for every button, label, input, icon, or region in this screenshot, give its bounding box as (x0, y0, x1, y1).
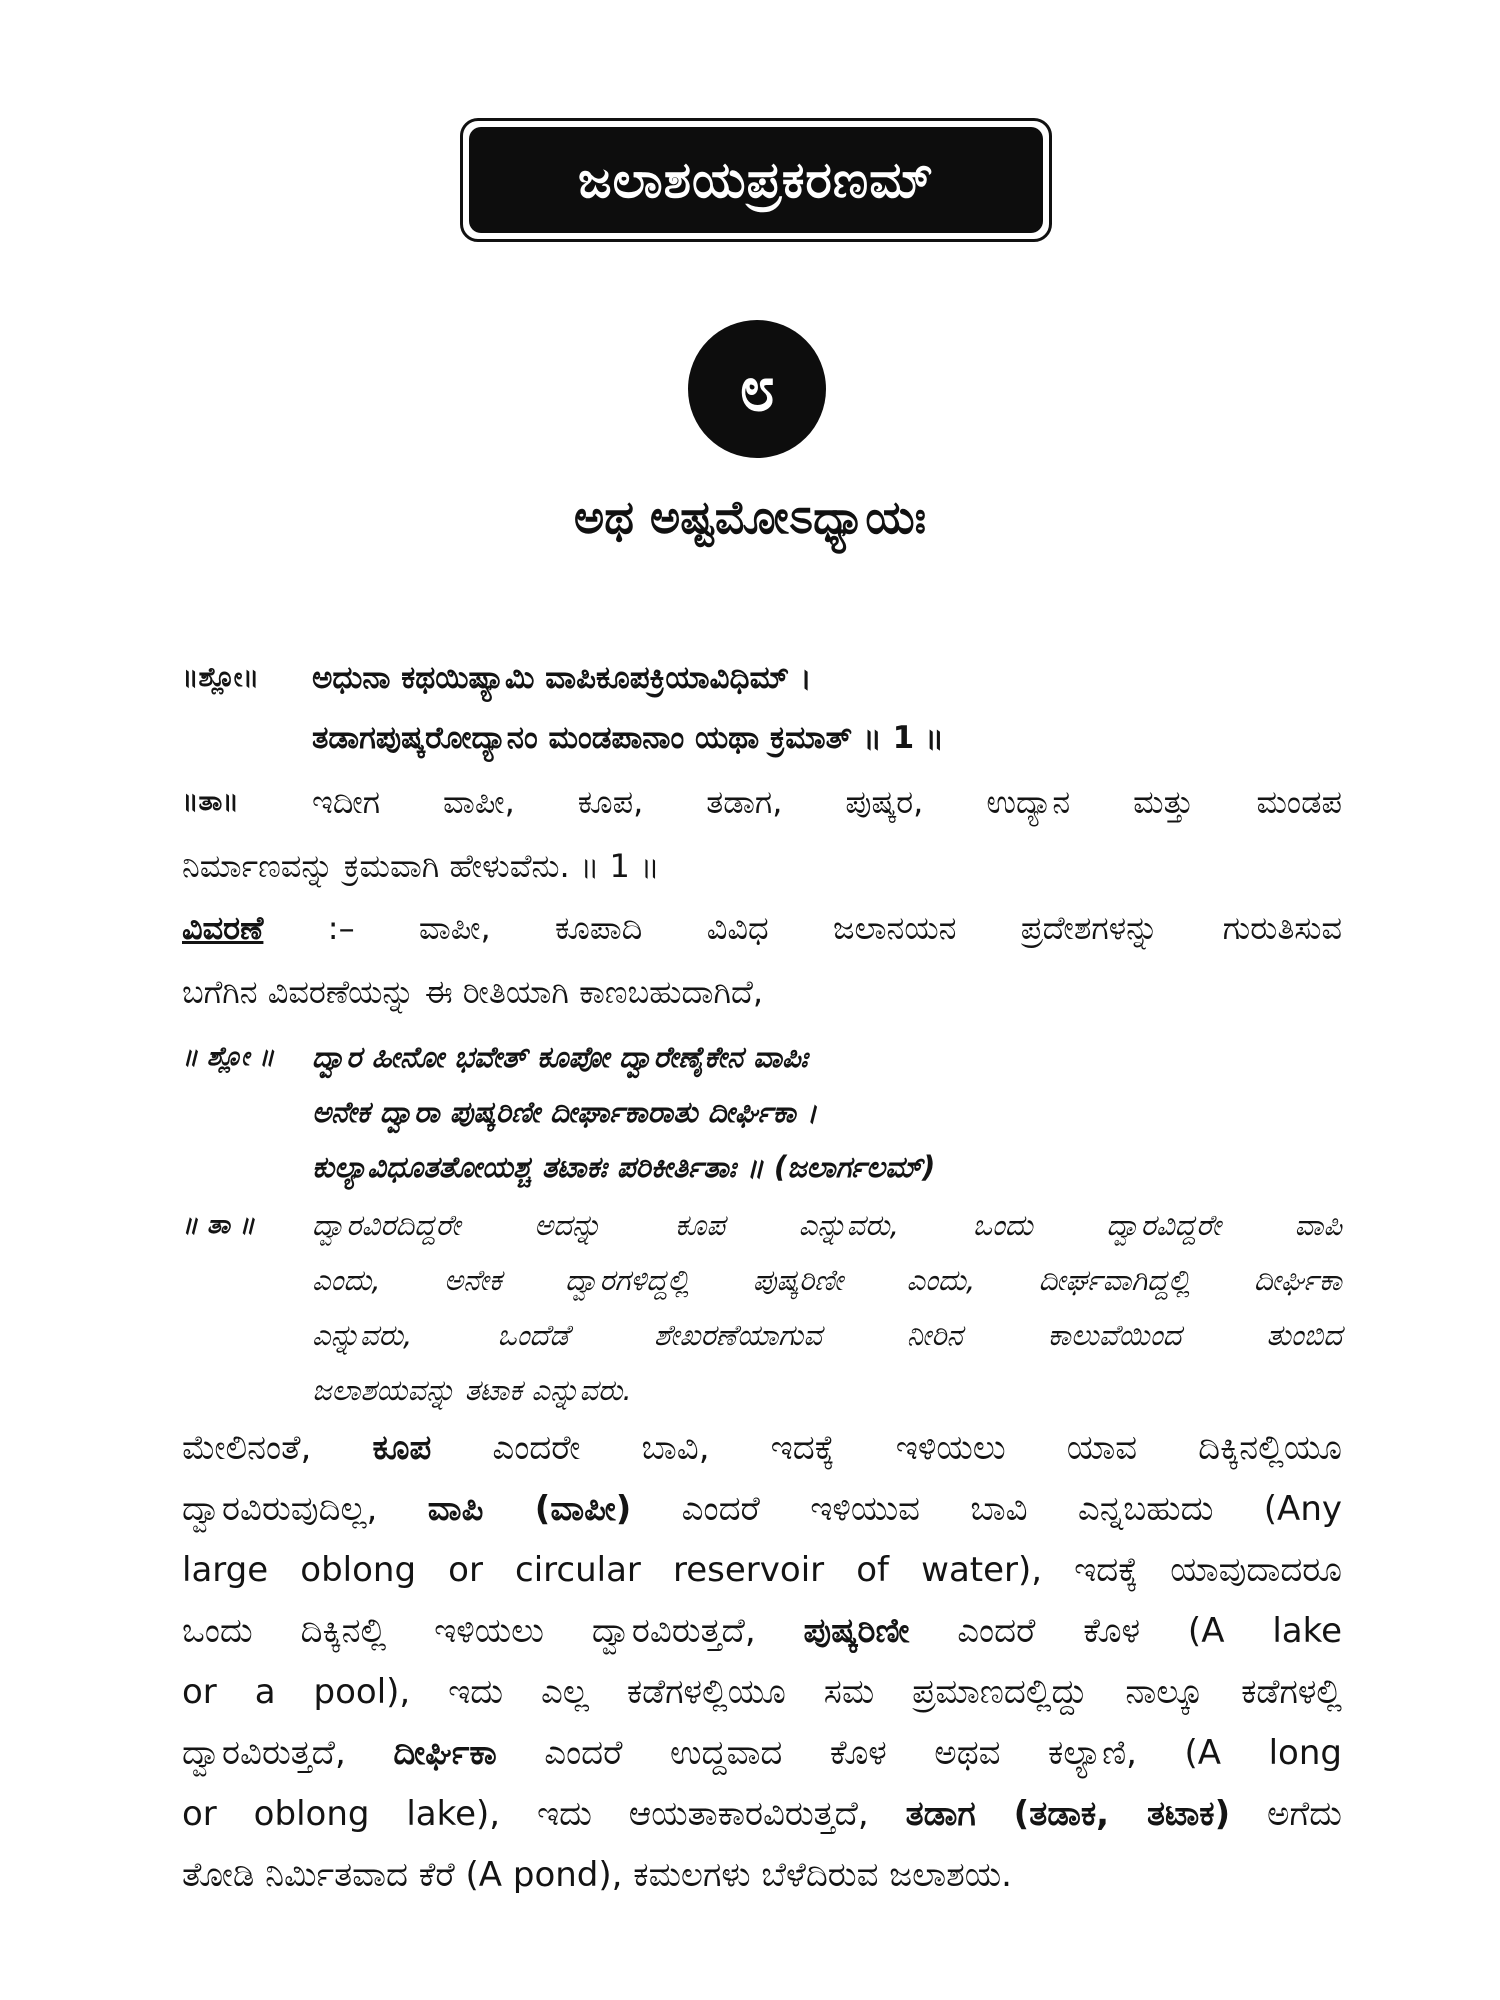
term-vapi: ವಾಪಿ (ವಾಪೀ) (427, 1489, 632, 1529)
text-run: ದ್ವಾರವಿರುವುದಿಲ್ಲ, (182, 1489, 428, 1529)
meaning-line: ದ್ವಾರವಿರದಿದ್ದರೇ ಅದನ್ನು ಕೂಪ ಎನ್ನುವರು, ಒಂದು ದ್ವಾರವಿದ್ದರೇ ವಾಪಿ (312, 1208, 1342, 1242)
text-run: ಅಗೆದು (1230, 1794, 1342, 1834)
text-run: ಎಂದರೆ ಇಳಿಯುವ ಬಾವಿ ಎನ್ನಬಹುದು (Any (631, 1489, 1342, 1529)
text-run: ದ್ವಾರವಿರುತ್ತದೆ, (182, 1733, 394, 1773)
meaning-line: ಎಂದು, ಅನೇಕ ದ್ವಾರಗಳಿದ್ದಲ್ಲಿ ಪುಷ್ಕರಿಣೀ ಎಂದು, ದೀರ್ಘವಾಗಿದ್ದಲ್ಲಿ ದೀರ್ಘಿಕಾ (312, 1263, 1342, 1297)
term-dirghika: ದೀರ್ಘಿಕಾ (393, 1733, 497, 1773)
commentary-line (182, 1601, 1342, 1662)
explanation-line: ಬಗೆಗಿನ ವಿವರಣೆಯನ್ನು ಈ ರೀತಿಯಾಗಿ ಕಾಣಬಹುದಾಗಿದೆ, (182, 973, 764, 1011)
verse-line: ದ್ವಾರ ಹೀನೋ ಭವೇತ್ ಕೂಪೋ ದ್ವಾರೇಣೈಕೇನ ವಾಪಿಃ (312, 1040, 808, 1074)
meaning-1 (182, 770, 1342, 898)
commentary-line (182, 1479, 1342, 1540)
verse-2 (182, 1030, 1342, 1195)
meaning-line: ನಿರ್ಮಾಣವನ್ನು ಕ್ರಮವಾಗಿ ಹೇಳುವೆನು. ॥ 1 ॥ (182, 847, 660, 885)
chapter-number-badge (688, 320, 826, 458)
text-run: ಮೇಲಿನಂತೆ, (182, 1428, 373, 1468)
meaning-line: ಜಲಾಶಯವನ್ನು ತಟಾಕ ಎನ್ನುವರು. (312, 1373, 632, 1407)
meaning-line: ಎನ್ನುವರು, ಒಂದೆಡೆ ಶೇಖರಣೆಯಾಗುವ ನೀರಿನ ಕಾಲುವೆಯಿಂದ ತುಂಬಿದ (312, 1318, 1342, 1352)
verse-line: ತಡಾಗಪುಷ್ಕರೋದ್ಯಾನಂ ಮಂಡಪಾನಾಂ ಯಥಾ ಕ್ರಮಾತ್ ॥ 1 ॥ (312, 720, 944, 756)
commentary-line (182, 1723, 1342, 1784)
explanation-intro (182, 896, 1342, 1024)
text-run: or oblong lake), ಇದು ಆಯತಾಕಾರವಿರುತ್ತದೆ, (182, 1794, 906, 1834)
commentary-line: ತೋಡಿ ನಿರ್ಮಿತವಾದ ಕೆರೆ (A pond), ಕಮಲಗಳು ಬೆಳೆದಿರುವ ಜಲಾಶಯ. (182, 1855, 1012, 1895)
verse-line: ಅಧುನಾ ಕಥಯಿಷ್ಯಾಮಿ ವಾಪಿಕೂಪಕ್ರಿಯಾವಿಧಿಮ್ । (312, 660, 812, 696)
verse-line: ಕುಲ್ಯಾವಿಧೂತತೋಯಶ್ಚ ತಟಾಕಃ ಪರಿಕೀರ್ತಿತಾಃ ॥ (ಜಲಾರ್ಗಲಮ್) (312, 1150, 936, 1184)
chapter-title-box (460, 118, 1052, 242)
text-run: ಎಂದರೆ ಕೊಳ (A lake (909, 1611, 1342, 1651)
text-run: ಎಂದರೆ ಉದ್ದವಾದ ಕೊಳ ಅಥವ ಕಲ್ಯಾಣಿ, (A long (496, 1733, 1342, 1773)
tatparya-mark: ॥ತಾ॥ (182, 786, 239, 817)
term-pushkarini: ಪುಷ್ಕರಿಣೀ (803, 1611, 910, 1651)
commentary-line: large oblong or circular reservoir of water), ಇದಕ್ಕೆ ಯಾವುದಾದರೂ (182, 1550, 1342, 1590)
term-tadaga: ತಡಾಗ (ತಡಾಕ, ತಟಾಕ) (905, 1794, 1231, 1834)
explanation-line (182, 896, 1342, 960)
meaning-line: ಇದೀಗ ವಾಪೀ, ಕೂಪ, ತಡಾಗ, ಪುಷ್ಕರ, ಉದ್ಯಾನ ಮತ್ತು ಮಂಡಪ (312, 783, 1342, 821)
commentary-line (182, 1418, 1342, 1479)
verse-1 (182, 648, 1342, 768)
text-run: ಎಂದರೇ ಬಾವಿ, ಇದಕ್ಕೆ ಇಳಿಯಲು ಯಾವ ದಿಕ್ಕಿನಲ್ಲಿಯೂ (431, 1428, 1342, 1468)
tatparya-mark: ॥ ತಾ ॥ (182, 1210, 255, 1240)
commentary-paragraph (182, 1418, 1342, 1906)
shloka-mark: ॥ಶ್ಲೋ॥ (182, 662, 260, 693)
vivarana-label: ವಿವರಣೆ (182, 909, 264, 947)
chapter-title: ಜಲಾಶಯಪ್ರಕರಣಮ್ (469, 127, 1043, 233)
shloka-mark: ॥ ಶ್ಲೋ ॥ (182, 1042, 275, 1072)
term-kupa: ಕೂಪ (372, 1428, 432, 1468)
commentary-line: or a pool), ಇದು ಎಲ್ಲ ಕಡೆಗಳಲ್ಲಿಯೂ ಸಮ ಪ್ರಮಾಣದಲ್ಲಿದ್ದು ನಾಲ್ಕೂ ಕಡೆಗಳಲ್ಲಿ (182, 1672, 1342, 1712)
explanation-text: :– ವಾಪೀ, ಕೂಪಾದಿ ವಿವಿಧ ಜಲಾನಯನ ಪ್ರದೇಶಗಳನ್ನು ಗುರುತಿಸುವ (263, 909, 1342, 947)
verse-line: ಅನೇಕ ದ್ವಾರಾ ಪುಷ್ಕರಿಣೀ ದೀರ್ಘಾಕಾರಾತು ದೀರ್ಘಿಕಾ । (312, 1095, 818, 1129)
chapter-number: ೮ (739, 352, 775, 426)
meaning-2 (182, 1198, 1342, 1418)
text-run: ಒಂದು ದಿಕ್ಕಿನಲ್ಲಿ ಇಳಿಯಲು ದ್ವಾರವಿರುತ್ತದೆ, (182, 1611, 804, 1651)
commentary-line (182, 1784, 1342, 1845)
adhyaya-title: ಅಥ ಅಷ್ಟಮೋಽಧ್ಯಾಯಃ (573, 490, 927, 544)
